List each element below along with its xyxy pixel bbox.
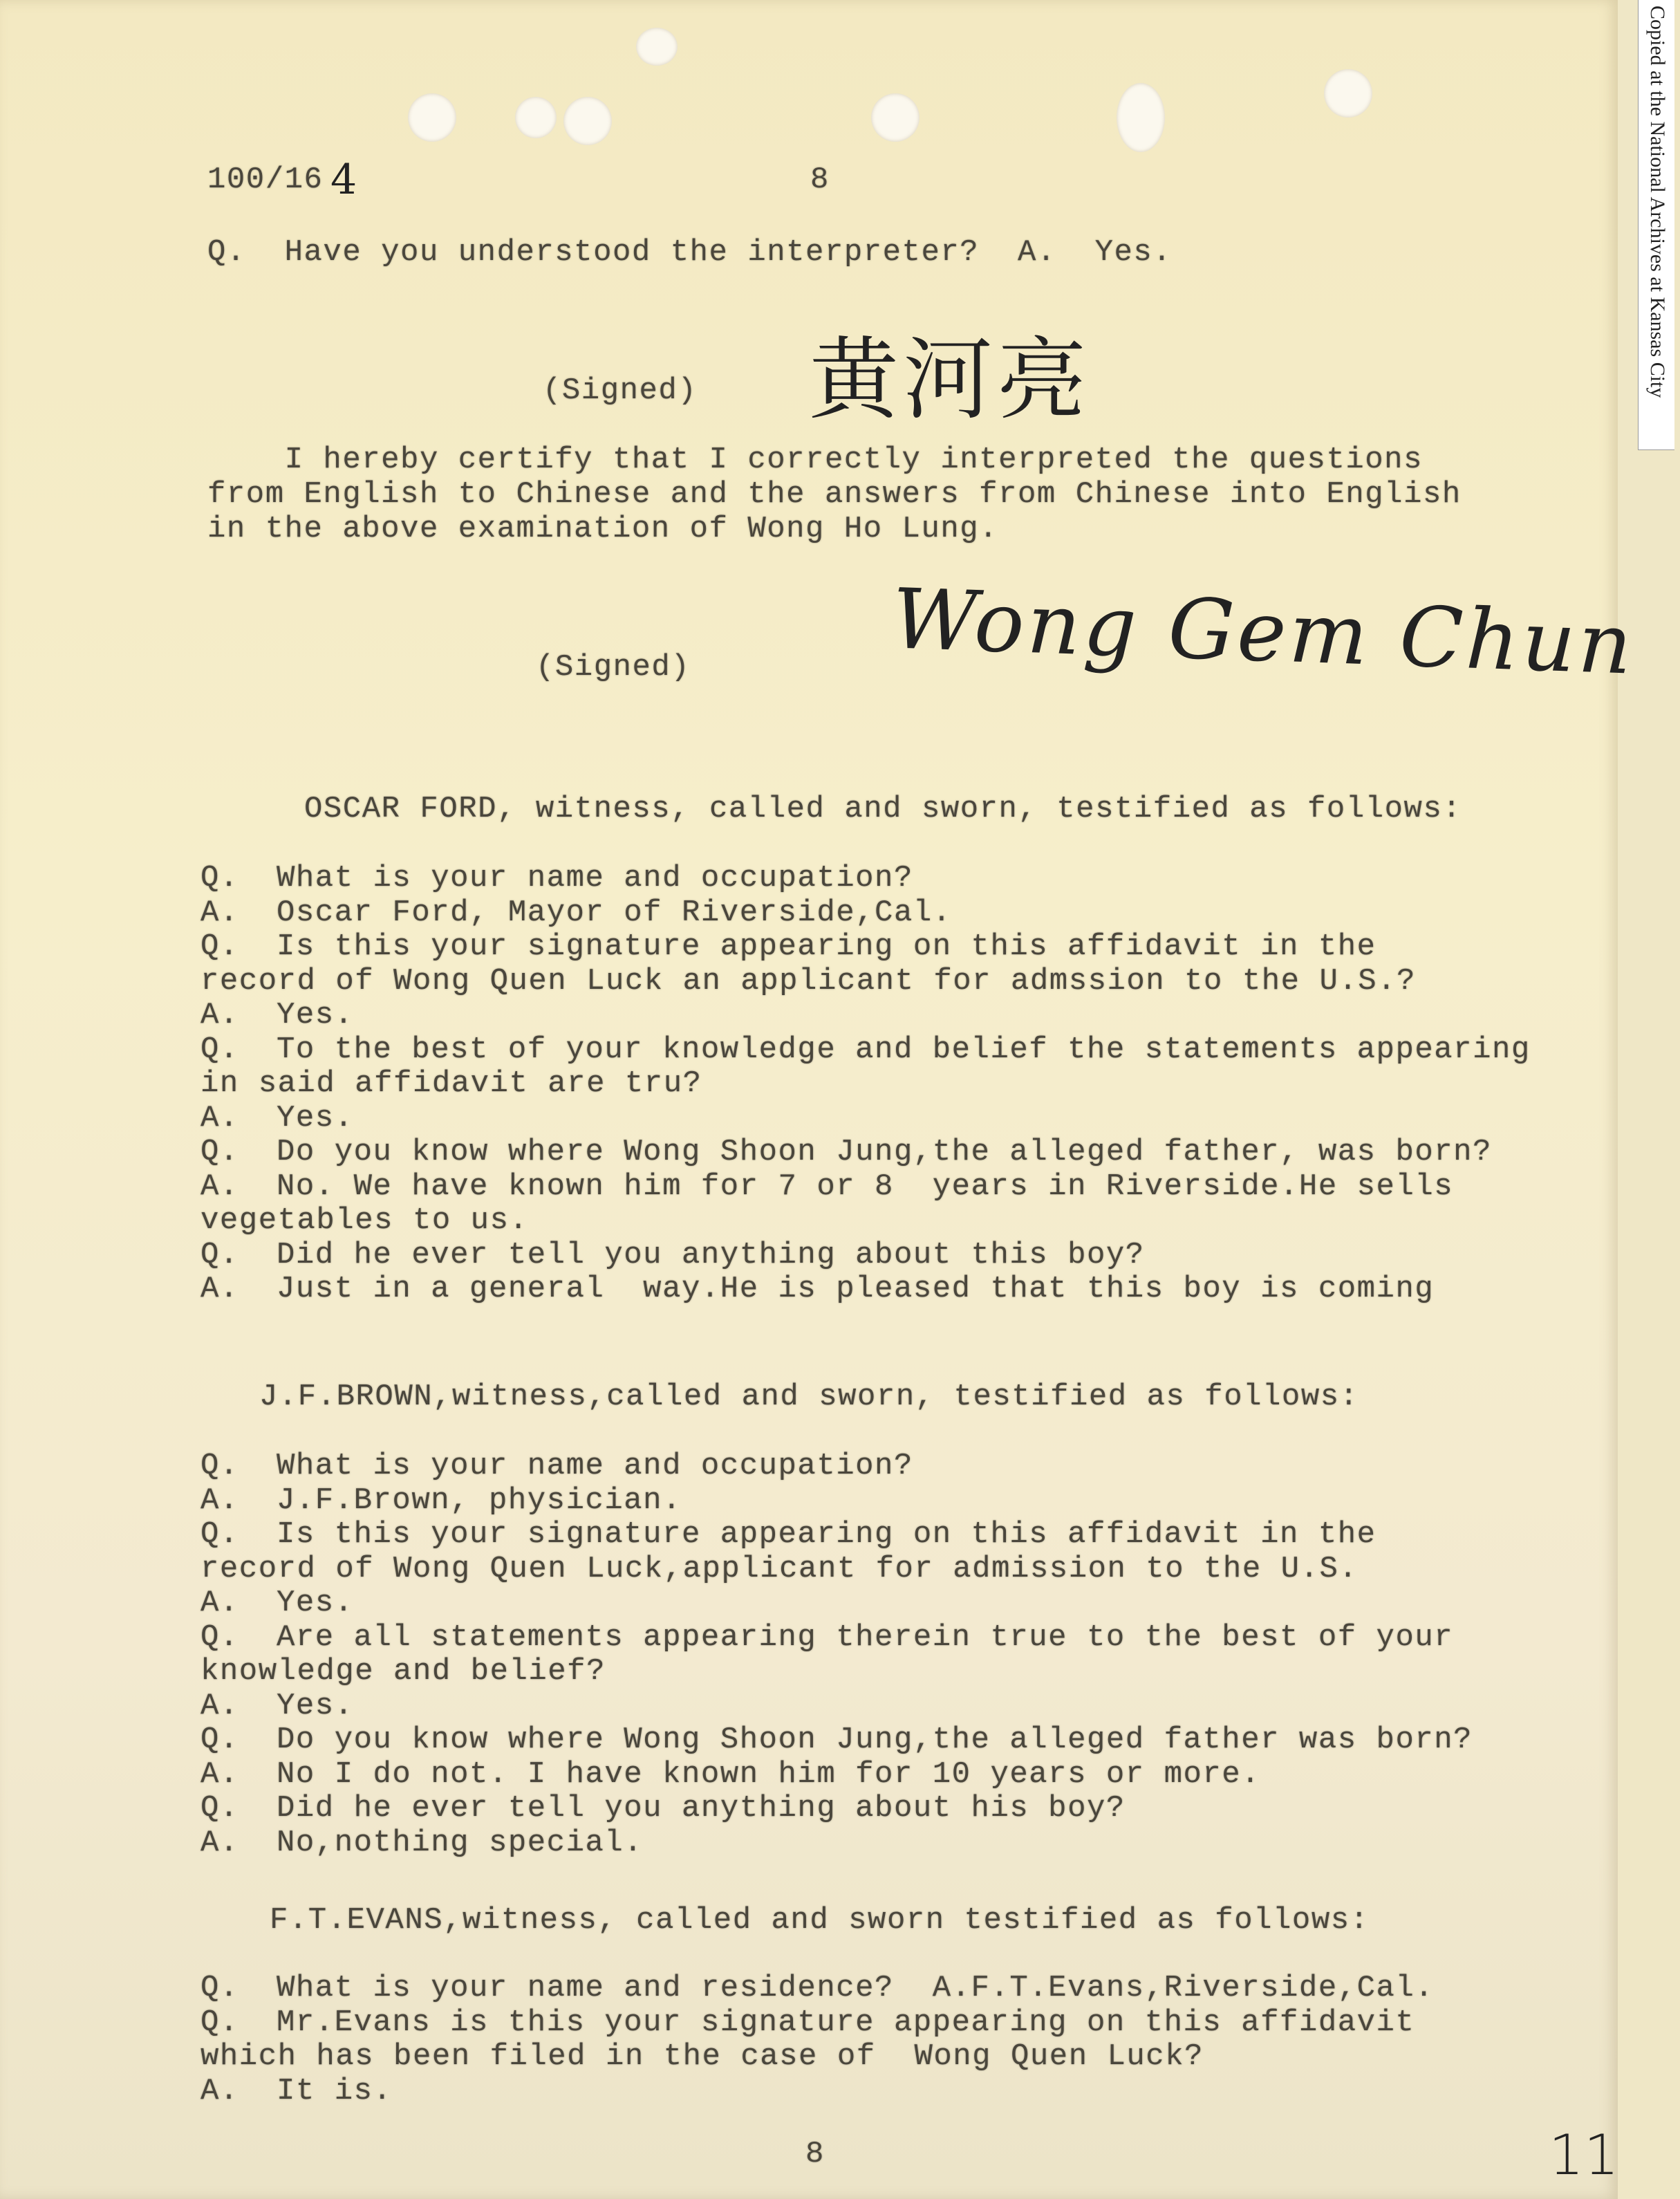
qa-label: Q. xyxy=(200,1135,239,1169)
qa-label: A. xyxy=(200,895,239,930)
testimony-line xyxy=(200,1101,354,1135)
testimony-line xyxy=(200,1517,1376,1552)
punch-hole xyxy=(563,97,612,145)
testimony-line xyxy=(200,1032,1531,1067)
testimony-line xyxy=(200,896,952,930)
testimony-line xyxy=(200,1449,913,1483)
testimony-line xyxy=(200,1066,702,1101)
qa-text: Oscar Ford, Mayor of Riverside,Cal. xyxy=(277,895,952,930)
handwritten-page-mark: 11 xyxy=(1549,2123,1619,2187)
qa-label: A. xyxy=(200,2073,239,2108)
signed-label: (Signed) xyxy=(543,373,698,408)
qa-label: A. xyxy=(200,1756,239,1792)
testimony-line xyxy=(200,1135,1492,1169)
qa-text: record of Wong Quen Luck,applicant for admission to the U.S. xyxy=(200,1551,1359,1586)
qa-text: Yes. xyxy=(277,1100,354,1135)
qa-text: Did he ever tell you anything about this boy? xyxy=(277,1237,1145,1272)
qa-text: Yes. xyxy=(277,998,354,1032)
archive-stamp-text: Copied at the National Archives at Kansas City xyxy=(1646,6,1669,398)
interpreter-signature: Wong Gem Chun xyxy=(890,571,1636,694)
qa-label: Q. xyxy=(200,1032,239,1067)
qa-text: No. We have known him for 7 or 8 years in Riverside.He sells xyxy=(277,1169,1454,1204)
qa-text: knowledge and belief? xyxy=(200,1654,606,1689)
qa-label: A. xyxy=(200,1483,239,1518)
punch-hole xyxy=(636,28,678,66)
qa-text: Is this your signature appearing on this affidavit in the xyxy=(277,1517,1376,1552)
chinese-signature: 黄河亮 xyxy=(809,327,1092,432)
qa-text: Yes. xyxy=(277,1586,354,1620)
qa-text: Do you know where Wong Shoon Jung,the alleged father, was born? xyxy=(277,1135,1492,1169)
qa-text: J.F.Brown, physician. xyxy=(277,1483,682,1518)
qa-label: Q. xyxy=(200,1791,239,1826)
testimony-line xyxy=(200,1552,1358,1586)
qa-label: Q. xyxy=(200,929,239,964)
qa-text: To the best of your knowledge and belief the statements appearing xyxy=(277,1032,1531,1067)
page-number-bottom: 8 xyxy=(805,2137,825,2171)
file-number-handwritten-mark: 4 xyxy=(330,156,357,204)
testimony-line xyxy=(200,2039,1204,2074)
punch-hole xyxy=(1324,69,1372,118)
certification-line: from English to Chinese and the answers from Chinese into English xyxy=(207,477,1462,512)
signed-label: (Signed) xyxy=(536,650,691,685)
qa-text: Did he ever tell you anything about his boy? xyxy=(277,1791,1126,1826)
qa-text: record of Wong Quen Luck an applicant for admssion to the U.S.? xyxy=(200,963,1416,999)
testimony-line xyxy=(200,1723,1473,1757)
witness-heading: F.T.EVANS,witness, called and sworn testified as follows: xyxy=(270,1903,1370,1938)
testimony-line xyxy=(200,1203,528,1238)
qa-text: Mr.Evans is this your signature appearing on this affidavit xyxy=(277,2005,1415,2040)
qa-label: Q. xyxy=(200,861,239,896)
qa-text: Just in a general way.He is pleased that this boy is coming xyxy=(277,1272,1435,1306)
qa-label: A. xyxy=(200,1272,239,1306)
testimony-line xyxy=(200,998,354,1032)
qa-label: Q. xyxy=(200,1517,239,1552)
testimony-line xyxy=(200,1272,1434,1306)
archive-stamp xyxy=(1638,0,1674,450)
qa-label: Q. xyxy=(200,1971,239,2005)
qa-text: which has been filed in the case of Wong Quen Luck? xyxy=(200,2039,1204,2074)
qa-text: Is this your signature appearing on this affidavit in the xyxy=(277,929,1376,964)
qa-label: Q. xyxy=(200,1723,239,1757)
qa-label: Q. xyxy=(200,1237,239,1272)
testimony-line xyxy=(200,1169,1453,1204)
qa-text: What is your name and residence? A.F.T.Evans,Riverside,Cal. xyxy=(277,1971,1435,2005)
qa-label: A. xyxy=(200,1169,239,1204)
qa-text: What is your name and occupation? xyxy=(277,861,913,896)
qa-label: A. xyxy=(200,1825,239,1860)
testimony-line xyxy=(200,1586,354,1620)
qa-text: What is your name and occupation? xyxy=(277,1449,913,1483)
certification-line: in the above examination of Wong Ho Lung. xyxy=(207,512,999,546)
testimony-line xyxy=(200,1689,354,1723)
qa-text: Yes. xyxy=(277,1688,354,1723)
qa-label: Q. xyxy=(200,1620,239,1655)
punch-hole xyxy=(408,93,456,142)
testimony-line xyxy=(200,1238,1145,1272)
testimony-line xyxy=(200,1654,606,1689)
qa-label: A. xyxy=(200,1688,239,1723)
witness-heading: J.F.BROWN,witness,called and sworn, testified as follows: xyxy=(259,1380,1359,1414)
certification-line: I hereby certify that I correctly interpreted the questions xyxy=(207,443,1423,477)
punch-hole xyxy=(515,97,557,138)
qa-text: No,nothing special. xyxy=(277,1825,644,1860)
testimony-line xyxy=(200,1620,1453,1655)
testimony-line xyxy=(200,1826,643,1860)
testimony-line xyxy=(200,1483,682,1518)
testimony-line xyxy=(200,964,1416,999)
qa-text: Are all statements appearing therein true to the best of your xyxy=(277,1620,1454,1655)
qa-label: A. xyxy=(200,998,239,1032)
qa-label: A. xyxy=(200,1100,239,1135)
page-number-top: 8 xyxy=(810,163,830,197)
qa-label: A. xyxy=(200,1586,239,1620)
testimony-line xyxy=(200,2005,1415,2040)
testimony-line xyxy=(200,1971,1434,2005)
qa-label: Q. xyxy=(200,2005,239,2040)
testimony-line xyxy=(200,929,1376,964)
punch-hole xyxy=(871,93,920,142)
interpreter-question: Q. Have you understood the interpreter? A. Yes. xyxy=(207,235,1173,270)
qa-text: in said affidavit are tru? xyxy=(200,1066,702,1101)
qa-text: No I do not. I have known him for 10 years or more. xyxy=(277,1756,1261,1792)
witness-heading: OSCAR FORD, witness, called and sworn, testified as follows: xyxy=(304,792,1462,826)
testimony-line xyxy=(200,1757,1260,1792)
testimony-line xyxy=(200,1791,1126,1826)
file-number: 100/16 xyxy=(207,163,324,197)
qa-text: Do you know where Wong Shoon Jung,the alleged father was born? xyxy=(277,1723,1473,1757)
qa-label: Q. xyxy=(200,1449,239,1483)
qa-text: It is. xyxy=(277,2073,393,2108)
testimony-line xyxy=(200,861,913,896)
qa-text: vegetables to us. xyxy=(200,1203,529,1238)
punch-hole xyxy=(1117,83,1165,152)
testimony-line xyxy=(200,2074,392,2108)
